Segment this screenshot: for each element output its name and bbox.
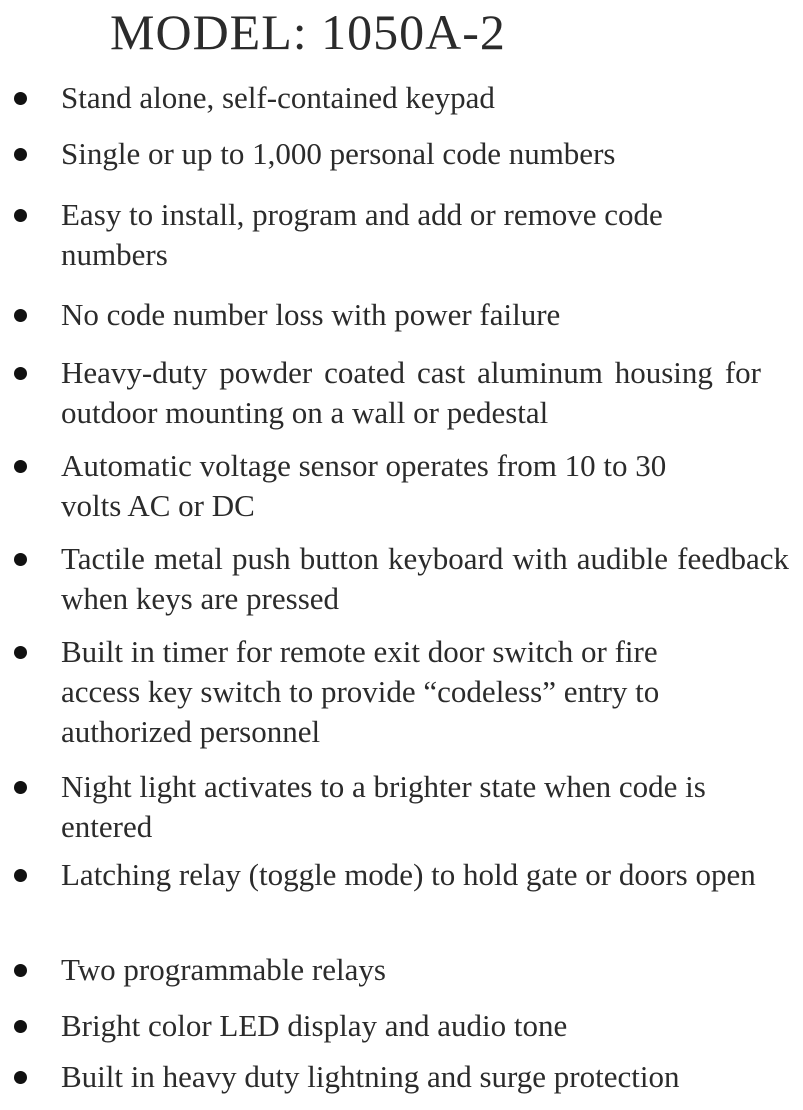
- bullet-icon: [14, 148, 27, 161]
- bullet-icon: [14, 964, 27, 977]
- feature-text: Heavy-duty powder coated cast aluminum housing for outdoor mounting on a wall or pedestal: [61, 355, 761, 430]
- list-item: [0, 195, 789, 275]
- list-item: [0, 78, 789, 118]
- bullet-icon: [14, 367, 27, 380]
- bullet-icon: [14, 460, 27, 473]
- list-item: [0, 950, 789, 990]
- bullet-icon: [14, 869, 27, 882]
- feature-text: Two programmable relays: [61, 952, 386, 987]
- bullet-icon: [14, 92, 27, 105]
- feature-text: Latching relay (toggle mode) to hold gate or doors open: [61, 857, 756, 892]
- feature-text: Single or up to 1,000 personal code numbers: [61, 136, 616, 171]
- feature-text: Built in timer for remote exit door switch or fire access key switch to provide “codeless” entry to authorized personnel: [61, 634, 660, 749]
- feature-text: Stand alone, self-contained keypad: [61, 80, 495, 115]
- bullet-icon: [14, 781, 27, 794]
- feature-text: Bright color LED display and audio tone: [61, 1008, 568, 1043]
- feature-text: Easy to install, program and add or remove code numbers: [61, 197, 663, 272]
- list-item: [0, 855, 789, 895]
- bullet-icon: [14, 309, 27, 322]
- list-item: [0, 1057, 789, 1097]
- bullet-icon: [14, 1020, 27, 1033]
- list-item: [0, 539, 789, 619]
- list-item: [0, 1006, 789, 1046]
- list-item: [0, 353, 789, 433]
- bullet-icon: [14, 209, 27, 222]
- feature-text: Night light activates to a brighter state when code is entered: [61, 769, 706, 844]
- list-item: [0, 446, 789, 526]
- feature-text: Automatic voltage sensor operates from 10 to 30 volts AC or DC: [61, 448, 667, 523]
- bullet-icon: [14, 553, 27, 566]
- list-item: [0, 767, 789, 847]
- bullet-icon: [14, 646, 27, 659]
- list-item: [0, 632, 789, 752]
- page-title: MODEL: 1050A-2: [110, 4, 506, 60]
- bullet-icon: [14, 1071, 27, 1084]
- list-item: [0, 134, 789, 174]
- feature-text: Built in heavy duty lightning and surge protection: [61, 1059, 680, 1094]
- feature-text: No code number loss with power failure: [61, 297, 561, 332]
- feature-text: Tactile metal push button keyboard with audible feedback when keys are pressed: [61, 541, 789, 616]
- list-item: [0, 295, 789, 335]
